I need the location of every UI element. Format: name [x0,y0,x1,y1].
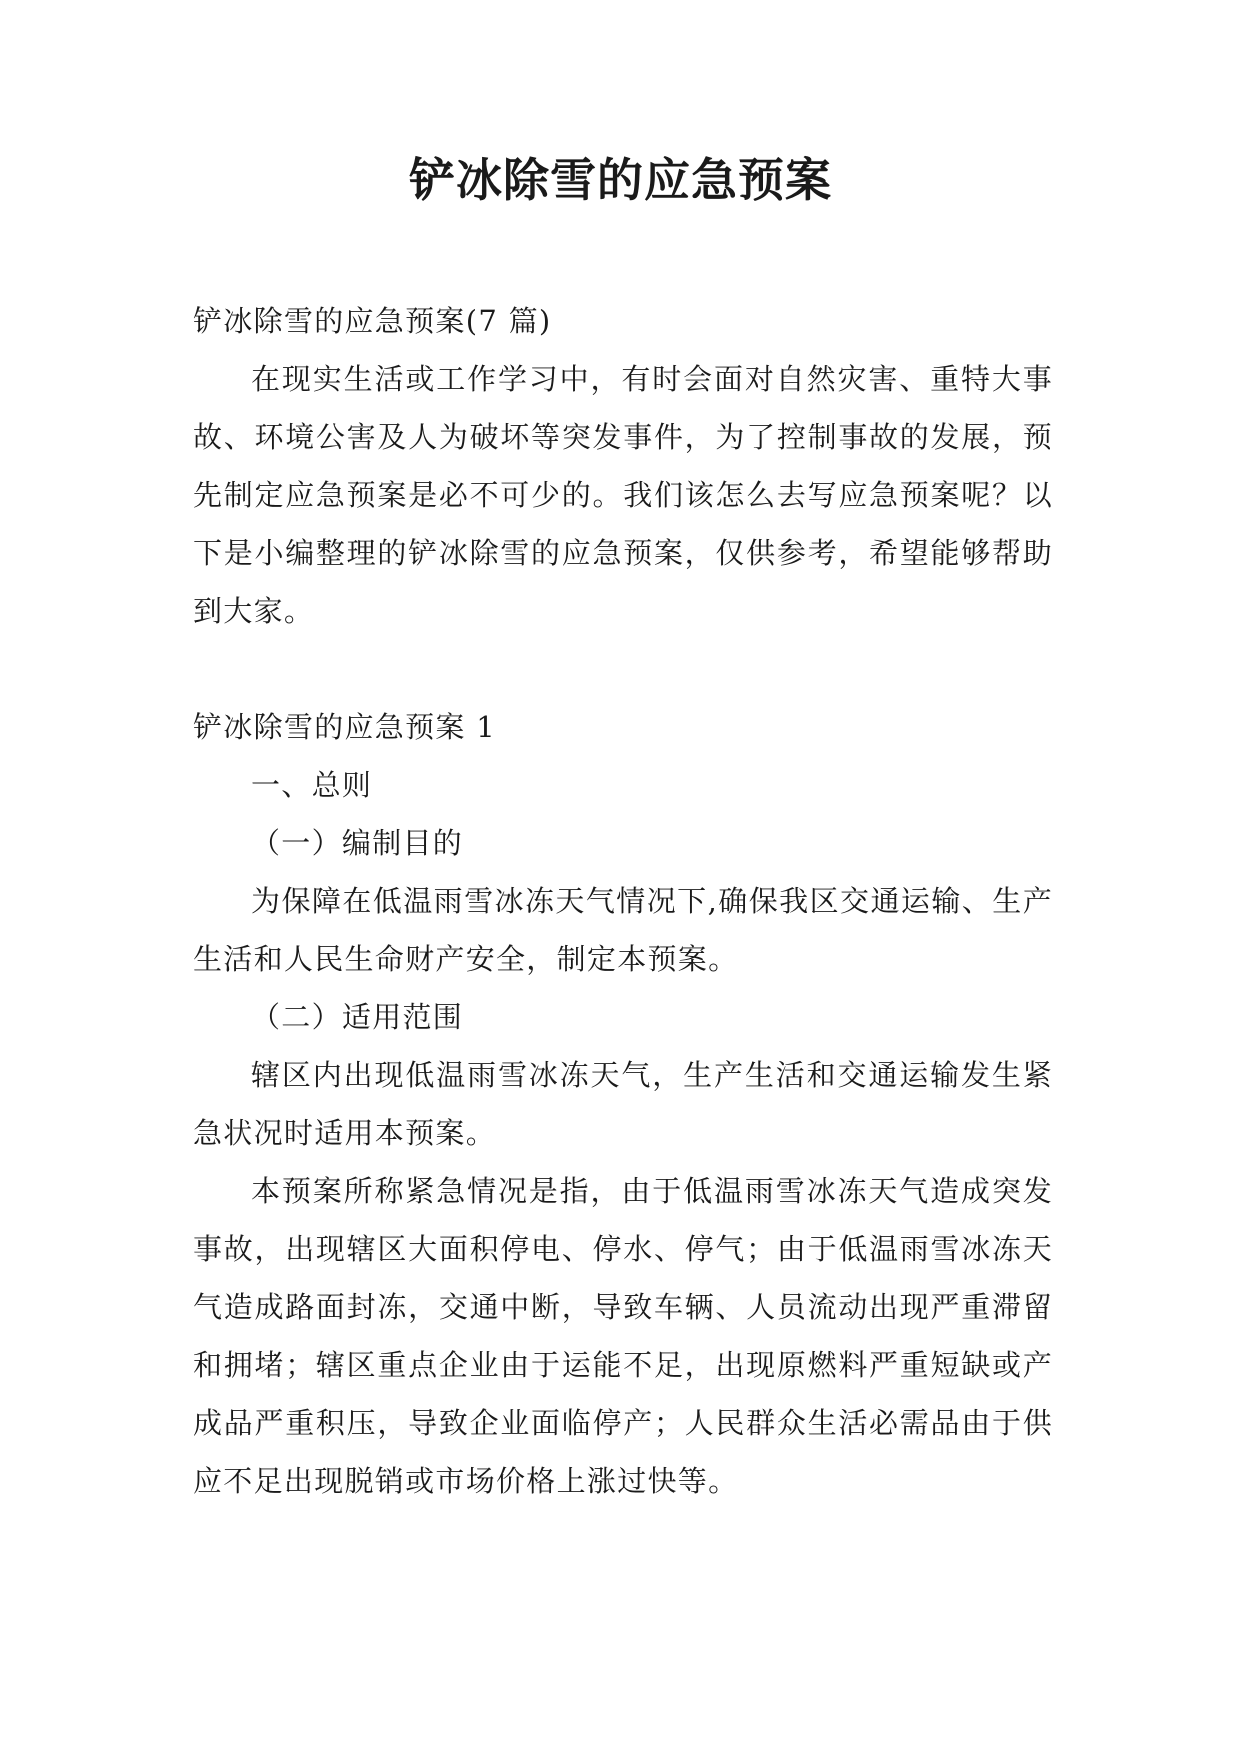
intro-paragraph: 在现实生活或工作学习中，有时会面对自然灾害、重特大事故、环境公害及人为破坏等突发事件，为了控制事故的发展，预先制定应急预案是必不可少的。我们该怎么去写应急预案呢？以下是小编整理的铲冰除雪的应急预案，仅供参考，希望能够帮助到大家。 [193,362,1053,628]
purpose-paragraph: 为保障在低温雨雪冰冻天气情况下,确保我区交通运输、生产生活和人民生命财产安全，制定本预案。 [193,884,1053,976]
document-body [193,292,1053,1510]
document-title: 铲冰除雪的应急预案 [409,153,832,207]
scope-heading: （二）适用范围 [251,1000,464,1034]
emergency-definition-paragraph: 本预案所称紧急情况是指，由于低温雨雪冰冻天气造成突发事故，出现辖区大面积停电、停水、停气；由于低温雨雪冰冻天气造成路面封冻，交通中断，导致车辆、人员流动出现严重滞留和拥堵；辖区重点企业由于运能不足，出现原燃料严重短缺或产成品严重积压，导致企业面临停产；人民群众生活必需品由于供应不足出现脱销或市场价格上涨过快等。 [193,1174,1053,1498]
purpose-heading: （一）编制目的 [251,826,464,860]
document-subtitle: 铲冰除雪的应急预案(7 篇) [193,304,552,338]
scope-paragraph: 辖区内出现低温雨雪冰冻天气，生产生活和交通运输发生紧急状况时适用本预案。 [193,1058,1053,1150]
section-spacer [193,640,1053,698]
general-heading: 一、总则 [251,768,373,802]
section-heading: 铲冰除雪的应急预案 1 [193,710,496,744]
